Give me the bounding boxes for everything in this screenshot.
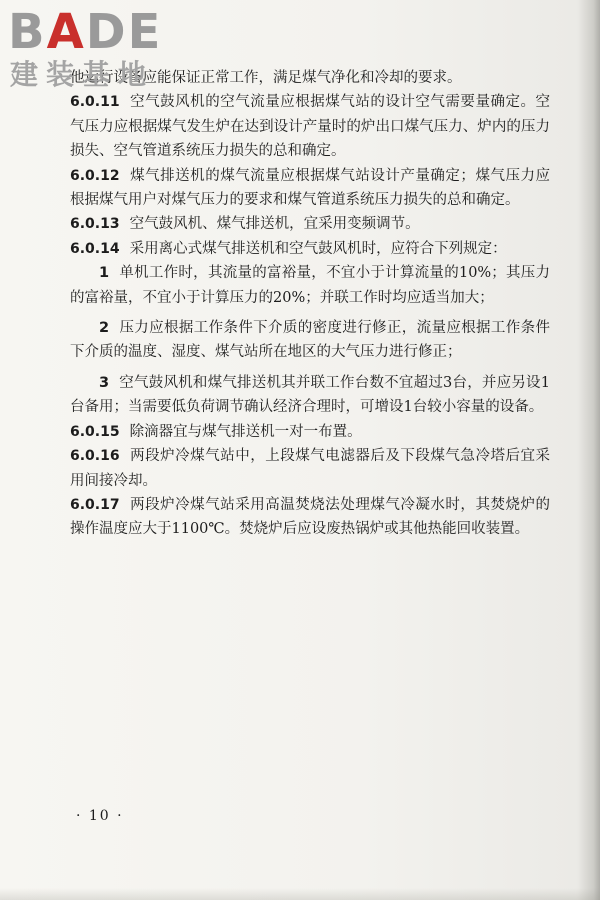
clause-number: 6.0.12 <box>70 167 120 184</box>
clause-6-0-13 <box>70 212 550 236</box>
clause-number: 6.0.13 <box>70 216 120 233</box>
clause-text: 除滴器宜与煤气排送机一对一布置。 <box>129 423 362 440</box>
clause-6-0-14 <box>70 237 550 261</box>
list-item <box>70 371 550 420</box>
clause-number: 6.0.16 <box>70 448 120 465</box>
clause-text: 煤气排送机的煤气流量应根据煤气站设计产量确定；煤气压力应根据煤气用户对煤气压力的要求和煤气管道系统压力损失的总和确定。 <box>70 167 550 209</box>
page-right-shadow <box>578 0 600 900</box>
clause-text: 采用离心式煤气排送机和空气鼓风机时，应符合下列规定： <box>129 240 507 257</box>
item-number: 2 <box>99 320 110 337</box>
clause-6-0-15 <box>70 420 550 444</box>
clause-number: 6.0.11 <box>70 94 120 111</box>
item-number: 1 <box>99 265 110 282</box>
logo-brand-text: BADE <box>8 4 163 60</box>
watermark-logo <box>4 4 174 96</box>
clause-text: 两段炉冷煤气站采用高温焚烧法处理煤气冷凝水时，其焚烧炉的操作温度应大于1100℃。焚烧炉后应设废热锅炉或其他热能回收装置。 <box>70 496 550 538</box>
continuation-paragraph: 他运行设备应能保证正常工作，满足煤气净化和冷却的要求。 <box>70 70 462 86</box>
item-text: 空气鼓风机和煤气排送机其并联工作台数不宜超过3台，并应另设1台备用；当需要低负荷调节确认经济合理时，可增设1台较小容量的设备。 <box>70 374 550 416</box>
page-bottom-shadow <box>0 888 600 900</box>
item-number: 3 <box>99 374 110 391</box>
list-item <box>70 316 550 365</box>
clause-6-0-16 <box>70 444 550 493</box>
clause-number: 6.0.17 <box>70 496 120 513</box>
clause-number: 6.0.15 <box>70 423 120 440</box>
clause-number: 6.0.14 <box>70 240 120 257</box>
clause-6-0-11 <box>70 90 550 163</box>
clause-text: 两段炉冷煤气站中，上段煤气电滤器后及下段煤气急冷塔后宜采用间接冷却。 <box>70 448 550 489</box>
clause-6-0-17 <box>70 493 550 542</box>
list-item <box>70 261 550 310</box>
clause-text: 空气鼓风机、煤气排送机，宜采用变频调节。 <box>129 216 420 233</box>
logo-subtitle: 建装基地 <box>10 58 155 91</box>
item-text: 压力应根据工作条件下介质的密度进行修正，流量应根据工作条件下介质的温度、湿度、煤气站所在地区的大气压力进行修正； <box>70 320 550 361</box>
logo-accent-letter: A <box>46 4 86 60</box>
page-number: · 10 · <box>76 808 124 824</box>
page-content <box>70 66 550 542</box>
clause-text: 空气鼓风机的空气流量应根据煤气站的设计空气需要量确定。空气压力应根据煤气发生炉在达到设计产量时的炉出口煤气压力、炉内的压力损失、空气管道系统压力损失的总和确定。 <box>70 94 550 160</box>
clause-6-0-12 <box>70 164 550 213</box>
item-text: 单机工作时，其流量的富裕量，不宜小于计算流量的10%；其压力的富裕量，不宜小于计算压力的20%；并联工作时均应适当加大； <box>70 265 550 306</box>
